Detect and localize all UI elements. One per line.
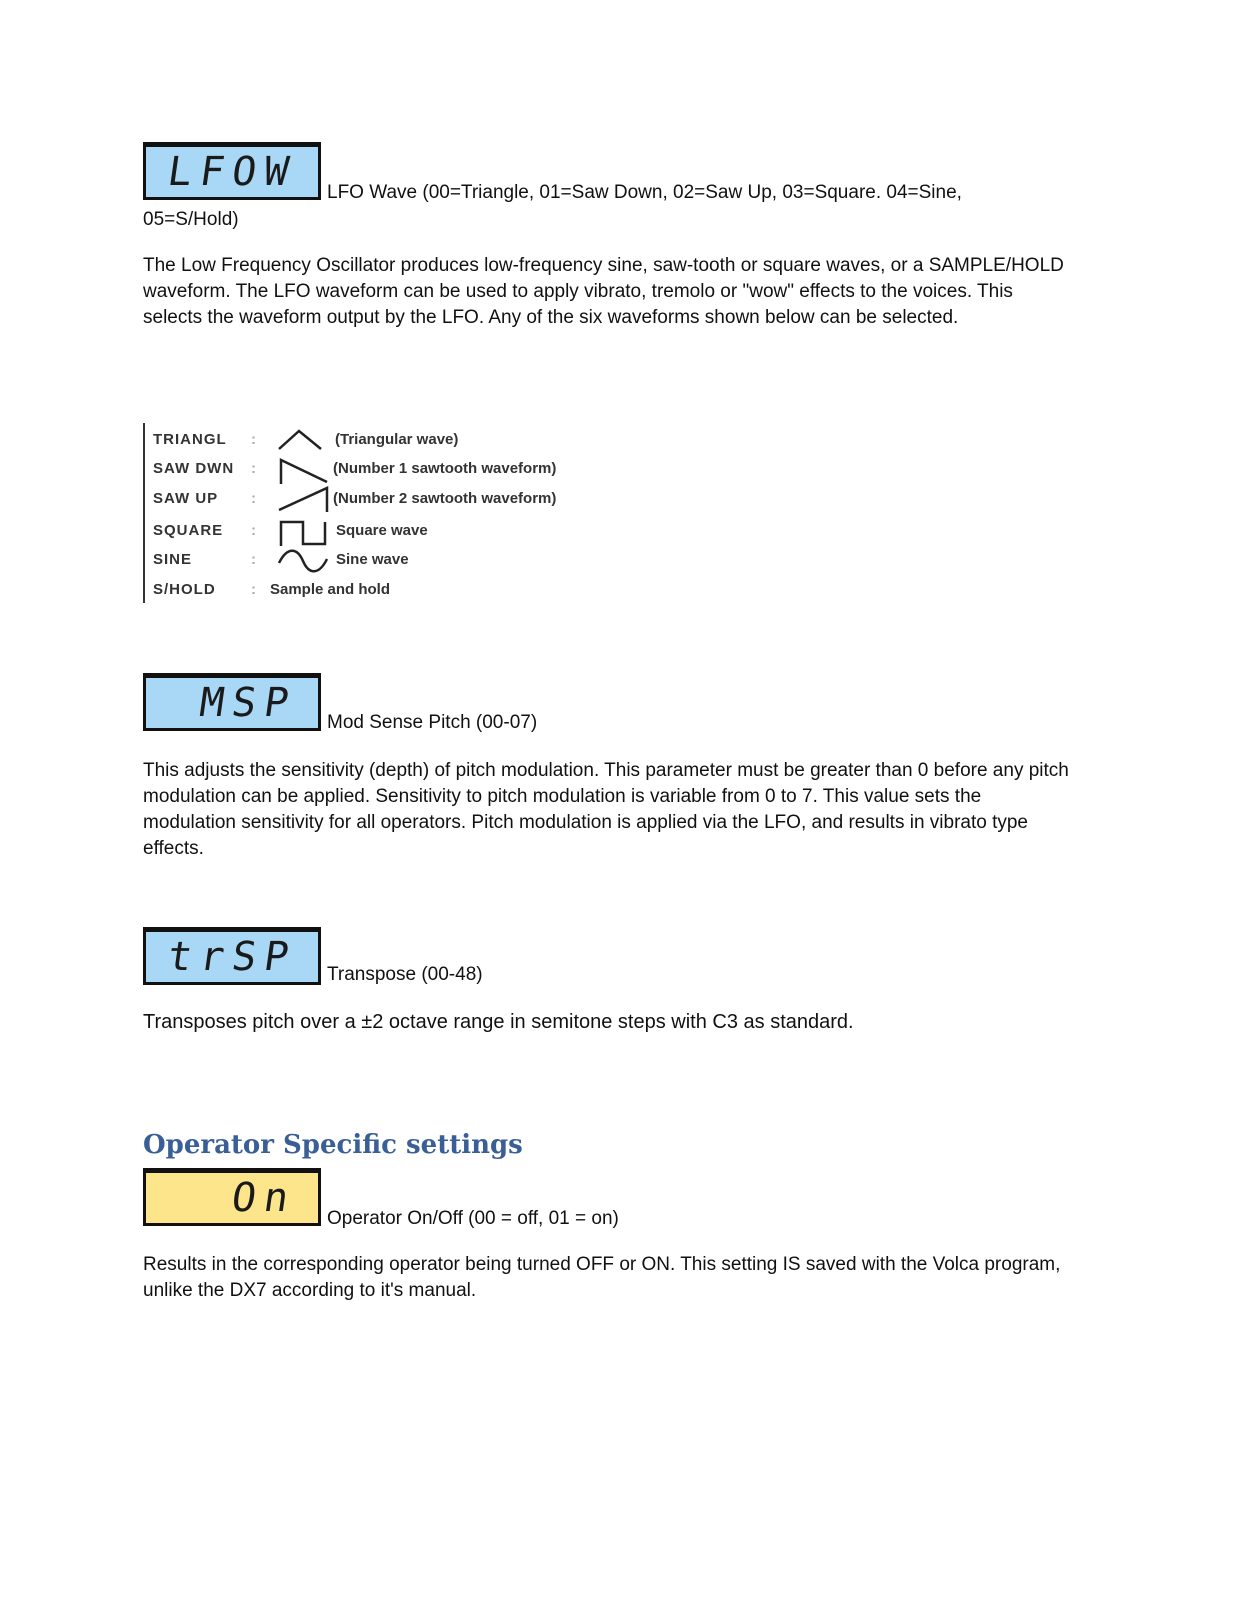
- triangle-wave-icon: [271, 427, 331, 453]
- lcd-text: MSP: [196, 680, 300, 726]
- separator: :: [251, 490, 256, 507]
- square-wave-icon: [271, 518, 331, 548]
- separator: :: [251, 551, 256, 568]
- separator: :: [251, 431, 256, 448]
- waveform-name: SQUARE: [153, 522, 224, 539]
- lcd-display-msp: [143, 673, 321, 731]
- lcd-text: trSP: [164, 934, 300, 980]
- lcd-text: On: [228, 1175, 300, 1221]
- waveform-name: SAW DWN: [153, 460, 235, 477]
- separator: :: [251, 460, 256, 477]
- waveform-name: SINE: [153, 551, 193, 568]
- saw-down-wave-icon: [271, 456, 331, 486]
- paragraph: This adjusts the sensitivity (depth) of pitch modulation. This parameter must be greater than 0 before any pitch modulation can be applied. Sensitivity to pitch modulation is variable from 0 to 7. This value sets the modulation sensitivity for all operators. Pitch modulation is applied via the LFO, and results in vibrato type effects.: [143, 760, 1069, 859]
- lcd-display-trsp: [143, 927, 321, 985]
- saw-up-wave-icon: [271, 486, 331, 516]
- separator: :: [251, 522, 256, 539]
- sine-wave-icon: [271, 547, 331, 577]
- section-heading: Operator Specific settings: [143, 1130, 523, 1160]
- paragraph: Transposes pitch over a ±2 octave range in semitone steps with C3 as standard.: [143, 1011, 854, 1033]
- waveform-name: S/HOLD: [153, 581, 216, 598]
- waveform-desc: Sample and hold: [270, 581, 391, 598]
- waveform-name: SAW UP: [153, 490, 219, 507]
- param-label: LFO Wave (00=Triangle, 01=Saw Down, 02=Saw Up, 03=Square. 04=Sine,: [327, 182, 962, 203]
- waveform-desc: (Number 1 sawtooth waveform): [333, 460, 557, 477]
- waveform-name: TRIANGL: [153, 431, 227, 448]
- param-label: Operator On/Off (00 = off, 01 = on): [327, 1208, 619, 1229]
- waveform-desc: Square wave: [336, 522, 428, 539]
- separator: :: [251, 581, 256, 598]
- waveform-desc: (Triangular wave): [335, 431, 459, 448]
- paragraph: Results in the corresponding operator being turned OFF or ON. This setting IS saved with the Volca program, unlike the DX7 according to it's manual.: [143, 1254, 1061, 1301]
- waveform-desc: Sine wave: [336, 551, 409, 568]
- lcd-display-lfow: [143, 142, 321, 200]
- waveform-table: [143, 423, 605, 603]
- lcd-text: LFOW: [164, 149, 300, 195]
- param-label: Mod Sense Pitch (00-07): [327, 712, 538, 733]
- param-label: Transpose (00-48): [327, 964, 483, 985]
- lcd-display-on: [143, 1168, 321, 1226]
- param-label-cont: 05=S/Hold): [143, 209, 239, 230]
- paragraph: The Low Frequency Oscillator produces low-frequency sine, saw-tooth or square waves, or a SAMPLE/HOLD waveform. The LFO waveform can be used to apply vibrato, tremolo or "wow" effects to the voices. This selects the waveform output by the LFO. Any of the six waveforms shown below can be selected.: [143, 255, 1064, 328]
- waveform-desc: (Number 2 sawtooth waveform): [333, 490, 557, 507]
